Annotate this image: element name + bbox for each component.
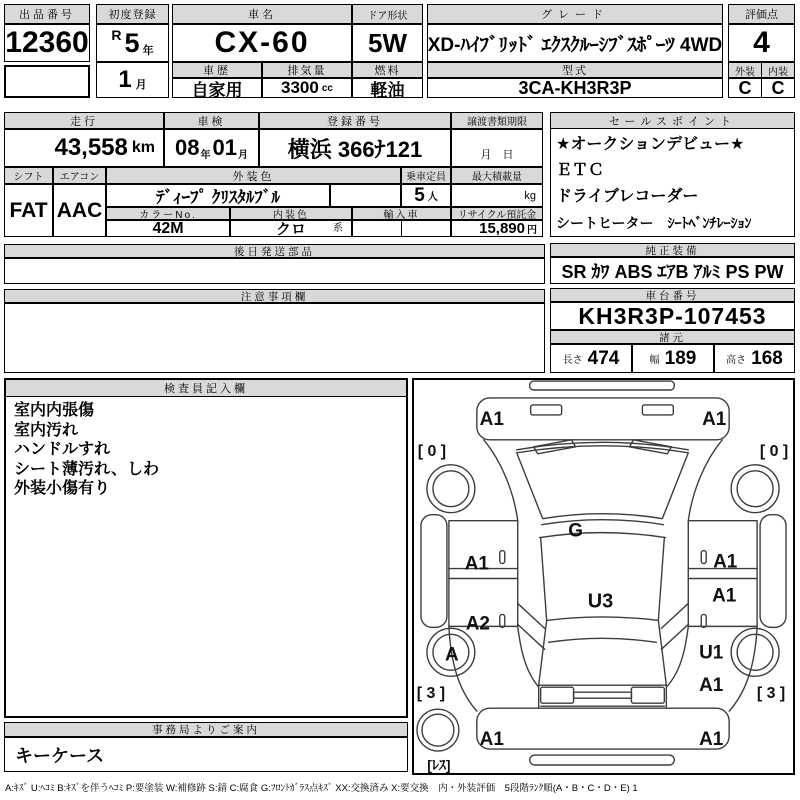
auction-no-value: 12360 <box>4 24 90 62</box>
car-top-view-diagram <box>414 380 793 773</box>
spare-tire-label: [ﾚｽ] <box>427 756 451 773</box>
inspection-value: 08 年 01 月 <box>164 129 259 167</box>
chassis-no-value: KH3R3P-107453 <box>550 302 795 330</box>
interior-color-value: クロ 系 <box>230 220 352 237</box>
front-wheel-left <box>427 465 475 513</box>
inspector-note-item: シート薄汚れ、しわ <box>14 460 159 478</box>
damage-label-front-bumper-left: A1 <box>479 408 504 430</box>
aircon-header: エアコン <box>53 167 106 184</box>
sales-point-item: ★オークションデビュー★ <box>556 136 745 153</box>
import-car-header: 輸入車 <box>352 207 451 220</box>
exterior-grade-value: C <box>728 78 762 98</box>
first-registration-month: 1 月 <box>96 62 169 98</box>
transfer-deadline-value: 月 日 <box>451 129 543 167</box>
recycle-deposit-header: リサイクル預託金 <box>451 207 543 220</box>
exterior-grade-header: 外装 <box>728 62 762 78</box>
exterior-color-value: ﾃﾞｨｰﾌﾟ ｸﾘｽﾀﾙﾌﾞﾙ <box>106 184 330 207</box>
tire-depth-front-right: [ 0 ] <box>759 442 789 460</box>
damage-label-front-bumper-right: A1 <box>702 408 727 430</box>
max-load-header: 最大積載量 <box>451 167 543 184</box>
damage-legend: A:ｷｽﾞ U:ﾍｺﾐ B:ｷｽﾞを伴うﾍｺﾐ P:要塗装 W:補修跡 S:錆 C:腐食 G:ﾌﾛﾝﾄｶﾞﾗｽ点ｷｽﾞ XX:交換済み X:要交換 内・外装評価 5段階ﾗﾝｸ順(A・B・C・D・E) 1 <box>5 783 638 794</box>
door-handle-rear-left <box>500 614 505 627</box>
damage-label-front-door-right: A1 <box>713 551 738 573</box>
recycle-deposit-value: 15,890 円 <box>451 220 543 237</box>
rear-window-arc <box>549 638 657 642</box>
first-registration-year: R 5 年 <box>96 24 169 62</box>
sales-points-header: セールスポイント <box>550 112 795 129</box>
capacity-value: 5 人 <box>401 184 451 207</box>
fuel-value: 軽油 <box>352 78 423 98</box>
model-code-header: 型式 <box>427 62 723 78</box>
color-no-header: カラーNo. <box>106 207 230 220</box>
front-wheel-right <box>731 465 779 513</box>
mileage-value: 43,558 km <box>4 129 164 167</box>
inspector-note-item: 外装小傷有り <box>14 480 111 497</box>
damage-label-rear-door-left: A2 <box>465 613 490 635</box>
inspector-notes <box>14 401 394 499</box>
damage-label-windshield: G <box>568 520 583 542</box>
door-shape-value: 5W <box>352 24 423 62</box>
import-cell-divider <box>401 220 402 237</box>
exterior-color-extra-cell <box>330 184 401 207</box>
registration-no-value: 横浜 366ﾅ121 <box>259 129 451 167</box>
later-parts-value <box>4 258 545 284</box>
inspection-header: 車検 <box>164 112 259 129</box>
rear-window <box>539 617 667 685</box>
door-handle-front-left <box>500 551 505 564</box>
history-header: 車歴 <box>172 62 262 78</box>
specs-header: 諸元 <box>550 330 795 344</box>
door-handle-front-right <box>701 551 706 564</box>
equipment-header: 純正装備 <box>550 243 795 257</box>
inspector-note-item: 室内汚れ <box>14 421 79 439</box>
damage-label-roof: U3 <box>587 590 614 613</box>
interior-grade-header: 内装 <box>761 62 795 78</box>
car-name-value: CX-60 <box>172 24 352 62</box>
office-value: キーケース <box>4 737 408 772</box>
shift-header: シフト <box>4 167 53 184</box>
auction-no-empty-box <box>4 65 90 98</box>
spare-tire <box>417 709 459 751</box>
front-bumper <box>477 398 729 440</box>
damage-label-rear-bumper-right: A1 <box>699 729 724 751</box>
damage-label-front-door-left: A1 <box>464 553 489 575</box>
transfer-deadline-header: 譲渡書類期限 <box>451 112 543 129</box>
displacement-value: 3300 cc <box>262 78 352 98</box>
aircon-value: AAC <box>53 184 106 237</box>
door-shape-header: ドア形状 <box>352 4 423 24</box>
sales-points-list <box>556 132 792 236</box>
sales-point-item: ドライブレコーダー <box>556 188 699 205</box>
first-registration-header: 初度登録 <box>96 4 169 24</box>
length-cell: 長さ 474 <box>550 344 632 373</box>
damage-label-rear-fender-right: U1 <box>699 642 724 664</box>
interior-grade-value: C <box>761 78 795 98</box>
damage-label-rear-quarter-right: A1 <box>699 675 724 697</box>
auction-no-header: 出品番号 <box>4 4 90 24</box>
damage-label-rear-wheel-left: A <box>445 644 459 666</box>
tire-depth-front-left: [ 0 ] <box>417 442 447 460</box>
front-top-bar <box>530 381 675 390</box>
chassis-no-header: 車台番号 <box>550 288 795 302</box>
height-cell: 高さ 168 <box>714 344 795 373</box>
later-parts-header: 後日発送部品 <box>4 244 545 258</box>
grade-header: グレード <box>427 4 723 24</box>
roof-front-edge <box>540 533 666 538</box>
side-molding-left <box>421 515 447 628</box>
rear-bumper <box>477 708 729 749</box>
capacity-header: 乗車定員 <box>401 167 451 184</box>
office-header: 事務局よりご案内 <box>4 722 408 737</box>
damage-label-rear-door-right: A1 <box>712 585 737 607</box>
era-letter: R <box>111 27 122 43</box>
grade-value: XD-ﾊｲﾌﾞﾘｯﾄﾞ ｴｸｽｸﾙｰｼﾌﾞｽﾎﾟｰﾂ 4WD <box>427 24 723 62</box>
rear-bottom-bar <box>530 755 675 765</box>
tire-depth-rear-left: [ 3 ] <box>416 685 446 703</box>
caution-value <box>4 303 545 373</box>
width-cell: 幅 189 <box>632 344 714 373</box>
caution-header: 注意事項欄 <box>4 289 545 303</box>
windshield-base-arc <box>542 520 664 525</box>
sales-point-item: ＥＴＣ <box>556 162 605 179</box>
color-no-value: 42M <box>106 220 230 237</box>
door-handle-rear-right <box>701 614 706 627</box>
car-name-header: 車名 <box>172 4 352 24</box>
damage-diagram-box <box>412 378 795 775</box>
inspector-header: 検査員記入欄 <box>6 380 406 397</box>
displacement-header: 排気量 <box>262 62 352 78</box>
windshield <box>517 446 689 519</box>
model-code-value: 3CA-KH3R3P <box>427 78 723 98</box>
score-value: 4 <box>728 24 795 62</box>
interior-color-header: 内装色 <box>230 207 352 220</box>
score-header: 評価点 <box>728 4 795 24</box>
fuel-header: 燃料 <box>352 62 423 78</box>
exterior-color-header: 外装色 <box>106 167 401 184</box>
history-value: 自家用 <box>172 78 262 98</box>
mileage-header: 走行 <box>4 112 164 129</box>
side-molding-right <box>760 515 786 628</box>
inspector-note-item: ハンドルすれ <box>14 441 111 458</box>
inspector-note-item: 室内内張傷 <box>14 402 95 419</box>
shift-value: FAT <box>4 184 53 237</box>
damage-label-rear-bumper-left: A1 <box>479 729 504 751</box>
doors-right <box>688 521 757 627</box>
sales-point-item: シートヒーター ｼｰﾄﾍﾞﾝﾁﾚｰｼｮﾝ <box>556 215 752 231</box>
equipment-value: SR ｶﾜ ABS ｴｱB ｱﾙﾐ PS PW <box>550 257 795 284</box>
registration-no-header: 登録番号 <box>259 112 451 129</box>
tire-depth-rear-right: [ 3 ] <box>756 685 786 703</box>
max-load-value: kg <box>451 184 543 207</box>
